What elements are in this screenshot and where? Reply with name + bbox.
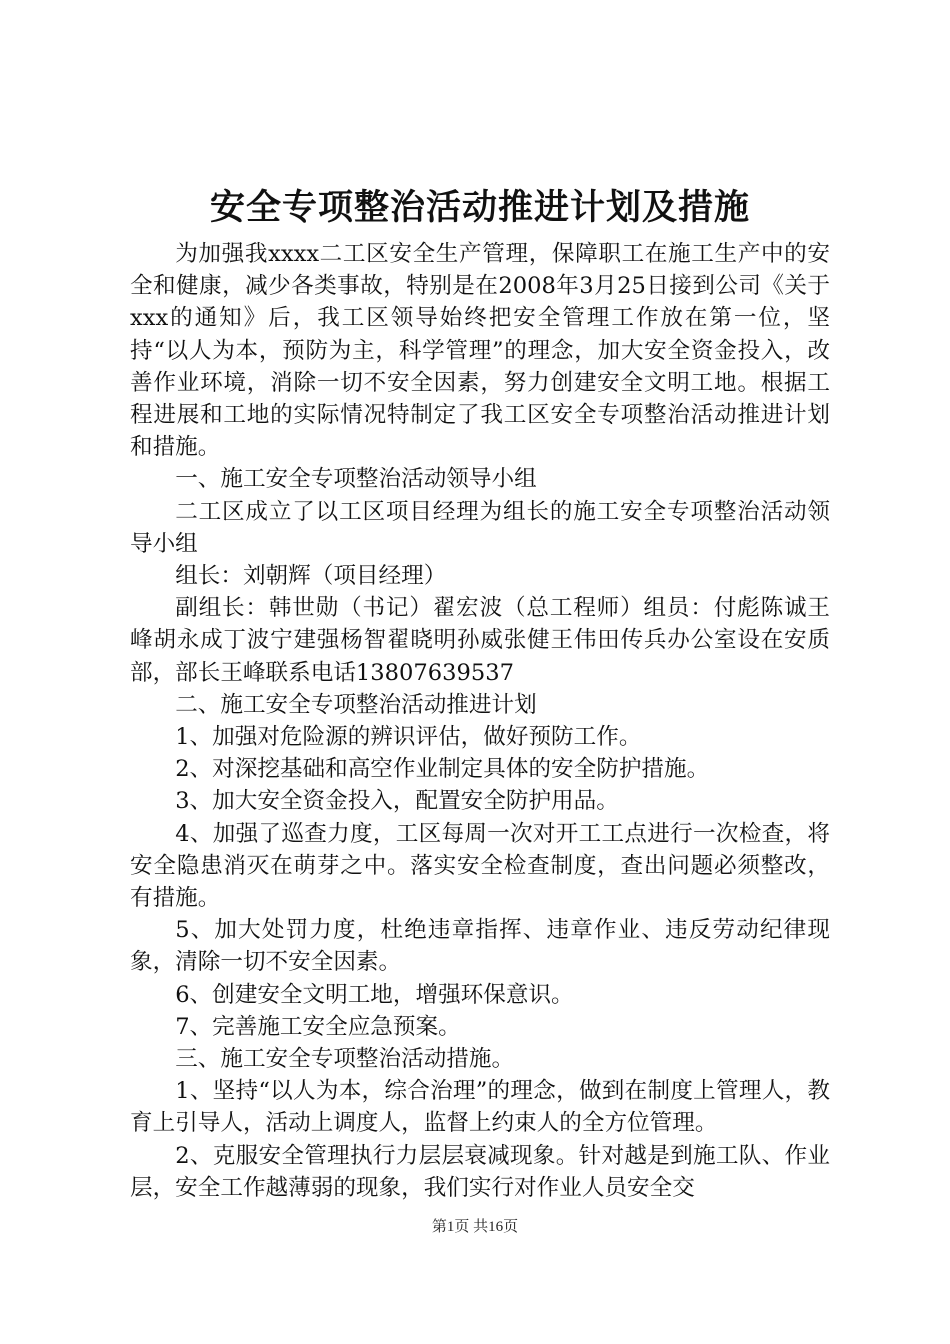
paragraph: 二工区成立了以工区项目经理为组长的施工安全专项整治活动领导小组 [130,498,830,557]
list-item: 2、对深挖基础和高空作业制定具体的安全防护措施。 [175,756,710,783]
list-item: 1、坚持“以人为本，综合治理”的理念，做到在制度上管理人，教育上引导人，活动上调度人，监督上约束人的全方位管理。 [130,1078,830,1137]
list-item: 7、完善施工安全应急预案。 [175,1013,461,1040]
document-body [130,238,830,1204]
list-item: 6、创建安全文明工地，增强环保意识。 [175,981,574,1008]
document-title: 安全专项整治活动推进计划及措施 [209,187,750,228]
paragraph: 副组长：韩世勋（书记）翟宏波（总工程师）组员：付彪陈诚王峰胡永成丁波宁建强杨智翟晓明孙威张健王伟田传兵办公室设在安质部，部长王峰联系电话13807639537 [130,595,830,686]
list-item: 5、加大处罚力度，杜绝违章指挥、违章作业、违反劳动纪律现象，清除一切不安全因素。 [130,917,830,976]
list-item: 3、加大安全资金投入，配置安全防护用品。 [175,788,619,815]
section-heading-1: 一、施工安全专项整治活动领导小组 [175,466,537,493]
page-footer: 第1页 共16页 [431,1219,519,1235]
section-heading-2: 二、施工安全专项整治活动推进计划 [175,691,537,718]
section-heading-3: 三、施工安全专项整治活动措施。 [175,1046,515,1073]
document-page [130,178,830,1204]
paragraph: 组长：刘朝辉（项目经理） [175,563,447,590]
list-item: 2、克服安全管理执行力层层衰减现象。针对越是到施工队、作业层，安全工作越薄弱的现象，我们实行对作业人员安全交 [130,1142,830,1201]
list-item: 4、加强了巡查力度，工区每周一次对开工工点进行一次检查，将安全隐患消灭在萌芽之中。落实安全检查制度，查出问题必须整改，有措施。 [130,820,830,912]
paragraph-intro: 为加强我xxxx二工区安全生产管理，保障职工在施工生产中的安全和健康，减少各类事故，特别是在2008年3月25日接到公司《关于xxx的通知》后，我工区领导始终把安全管理工作放在第一位，坚持“以人为本，预防为主，科学管理”的理念，加大安全资金投入，改善作业环境，消除一切不安全因素，努力创建安全文明工地。根据工程进展和工地的实际情况特制定了我工区安全专项整治活动推进计划和措施。 [130,241,830,461]
list-item: 1、加强对危险源的辨识评估，做好预防工作。 [175,724,642,751]
